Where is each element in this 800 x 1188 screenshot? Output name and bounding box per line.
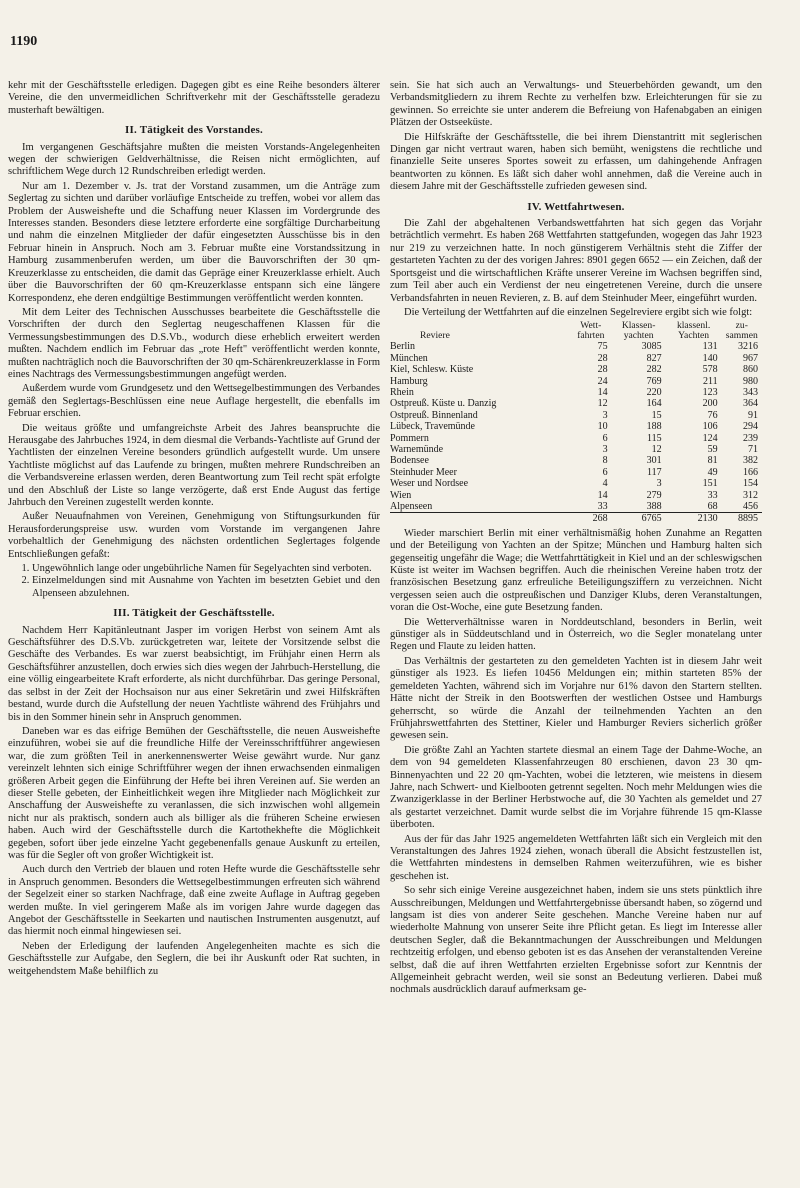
table-cell-region: Wien	[390, 489, 412, 501]
paragraph: Wieder marschiert Berlin mit einer verhältnismäßig hohen Zunahme an Regatten und der Beteiligung von Yachten an der Spitze; München und Hamburg halten sich gegenseitig ungefähr die Wage; die Wettfahrttätigkeit in Kiel und an der schleswigschen Küste ist weiter im Wachsen begriffen. Auch die rheinischen Vereine haben trotz der französischen Besetzung ganz erfreuliche Beteiligungsziffern zu verzeichnen. Nicht vergessen seien auch die ostpreußischen und Danziger Klubs, deren Veranstaltungen, voran die Ost-Woche, eine gute Besetzung fanden.	[390, 527, 762, 614]
table-row	[390, 433, 762, 444]
paragraph: Mit dem Leiter des Technischen Ausschusses bearbeitete die Geschäftsstelle die Vorschriften der durch den Seglertag neugeschaffenen Klassen für die Vermessungsbestimmungen des D.S.Vb., wodurch diese erheblich erweitert werden mußten. Nachdem endlich im Februar das „rote Heft" veröffentlicht werden konnte, mußten nachträglich noch die Bauvorschriften der 30 qm-Schärenkreuzerklasse in Form eines Nachtrags des Vermessungsbestimmungen angefügt werden.	[8, 306, 380, 380]
table-cell-value: 115	[646, 432, 662, 444]
table-row	[390, 364, 762, 375]
table-cell-region: Bodensee	[390, 455, 429, 467]
table-cell-value: 967	[743, 352, 758, 364]
table-total-row	[390, 513, 762, 525]
table-cell-value: 81	[707, 455, 718, 467]
table-row	[390, 376, 762, 387]
table-row	[390, 353, 762, 364]
list-item: 1. Ungewöhnlich lange oder ungebührliche Namen für Segelyachten sind verboten.	[32, 563, 380, 575]
table-cell-value: 33	[597, 501, 608, 512]
table-cell-value: 6	[602, 432, 608, 444]
paragraph: Die Wetterverhältnisse waren in Norddeutschland, besonders in Berlin, weit günstiger als in Süddeutschland und in Österreich, wo die Segler monatelang unter Regen und Flaute zu leiden hatten.	[390, 616, 762, 653]
column-header: Klassen-yachten	[621, 320, 656, 342]
column-header: Reviere	[420, 330, 450, 342]
table-cell-region: Rhein	[390, 386, 414, 398]
table-row	[390, 501, 762, 513]
table-cell-value: 3	[602, 443, 608, 455]
table-cell-value: 131	[702, 341, 718, 353]
table-cell-value: 166	[743, 466, 758, 478]
table-cell-value: 71	[748, 443, 758, 455]
paragraph: Die weitaus größte und umfangreichste Arbeit des Jahres beanspruchte die Herausgabe des Jahrbuches 1924, in dem diesmal die Verbands-Yachtliste auf Grund der Yachtlisten der einzelnen Vereine besonders gründlich aufgestellt wurde. Um unsere Yachtliste möglichst auf das Laufende zu bringen, mußten mehrere Rundschreiben an die Verbandsvereine erlassen werden, deren Beantwortung zum Teil recht spät erfolgte und den Abschluß der Liste so lange verzögerte, daß erst Ende August das fertige Jahrbuch den Vereinen zugestellt werden konnte.	[8, 422, 380, 508]
section-heading: III. Tätigkeit der Geschäftsstelle.	[113, 607, 275, 620]
paragraph: kehr mit der Geschäftsstelle erledigen. Dagegen gibt es eine Reihe besonders älterer Vereine, die den unvermeidlichen Schriftverkehr mit der Geschäftsstelle geradezu musterhaft bewältigen.	[8, 80, 380, 116]
table-cell-value: 980	[743, 375, 758, 387]
table-cell-value: 14	[597, 489, 608, 501]
table-cell-value: 294	[743, 421, 758, 433]
table-cell-value: 282	[646, 364, 662, 376]
table-cell-value: 364	[743, 398, 758, 410]
section-heading: IV. Wettfahrtwesen.	[527, 200, 625, 213]
table-cell-value: 3	[656, 478, 662, 490]
paragraph: Daneben war es das eifrige Bemühen der Geschäftsstelle, die neuen Ausweishefte einzuführen, wobei sie auf die freundliche Hilfe der Vereinsschriftführer angewiesen war, die zum größten Teil in anerkennenswerter Weise gewährt wurde. Nur ganz vereinzelt lehnten sich einige Schriftführer wegen der ihnen erwachsenden einmaligen größeren Arbeit gegen die Einführung der Hefte bei ihren Vereinen auf. Sie werden an dieser Stelle gebeten, der Einheitlichkeit wegen ihre Mitglieder nach Möglichkeit zur Anschaffung der Ausweishefte zu veranlassen, die sich inzwischen wohl allgemein nicht nur als praktisch, sondern auch als billiger als die früheren Scheine erwiesen haben. Auch wird der Geschäftsstelle durch die Kartothekhefte die Möglichkeit gegeben, sofort über jede einzelne Yacht gegebenenfalls genaue Auskunft zu erteilen, was für die Segler oft von großer Wichtigkeit ist.	[8, 725, 380, 861]
table-cell-value: 154	[743, 478, 758, 490]
table-cell-value: 15	[651, 409, 662, 421]
table-cell-value: 382	[743, 455, 758, 467]
list-item: 2. Einzelmeldungen sind mit Ausnahme von Yachten im besetzten Gebiet und den Alpenseen abzulehnen.	[32, 575, 380, 600]
paragraph: Aus der für das Jahr 1925 angemeldeten Wettfahrten läßt sich ein Vergleich mit den Veranstaltungen des Jahres 1924 ziehen, wonach überall die Absicht festzustellen ist, die Wettfahrten mindestens in demselben Rahmen weiterzuführen, wie es bisher geschehen ist.	[390, 833, 762, 882]
table-cell-region: Ostpreuß. Küste u. Danzig	[390, 398, 497, 410]
table-cell-value: 6	[602, 466, 608, 478]
paragraph: sein. Sie hat sich auch an Verwaltungs- und Steuerbehörden gewandt, um den Verbandsmitgliedern zu ihrem Rechte zu verhelfen bzw. Erleichterungen für sie zu gewinnen. So erreichte sie unter anderem die Befreiung von Hafenabgaben an einigen Plätzen der Ostseeküste.	[390, 80, 762, 129]
table-cell-value: 14	[597, 386, 608, 398]
left-column	[8, 80, 380, 980]
table-cell-value: 10	[597, 421, 608, 433]
table-row	[390, 410, 762, 421]
table-cell-value: 75	[597, 341, 608, 353]
table-cell-region: Hamburg	[390, 375, 428, 387]
table-row	[390, 398, 762, 409]
table-cell-region: Weser und Nordsee	[390, 478, 469, 490]
paragraph: Im vergangenen Geschäftsjahre mußten die meisten Vorstands-Angelegenheiten wegen der schwierigen Geldverhältnisse, die Reisen nicht ermöglichten, auf schriftlichem Wege durch 12 Rundschreiben erledigt werden.	[8, 141, 380, 178]
table-cell-value: 456	[743, 501, 758, 512]
table-cell-region: Warnemünde	[390, 443, 444, 455]
table-cell-value: 388	[646, 501, 662, 512]
table-total-cell: 6765	[612, 513, 666, 525]
table-cell-value: 279	[646, 489, 662, 501]
table-cell-value: 24	[597, 375, 608, 387]
table-cell-value: 124	[702, 432, 718, 444]
table-cell-value: 28	[597, 364, 608, 376]
paragraph: Die Hilfskräfte der Geschäftsstelle, die bei ihrem Dienstantritt mit seglerischen Dingen gar nicht vertraut waren, haben sich bemüht, wenigstens die rechtliche und finanzielle Seite unseres Sportes soweit zu erfassen, um dahingehende Anfragen beantworten zu können. Es läßt sich daher wohl annehmen, daß die Vereine auch in diesem Jahre mit der Geschäftsstelle zufrieden gewesen sind.	[390, 131, 762, 193]
table-cell-value: 3	[602, 409, 608, 421]
paragraph: Die Zahl der abgehaltenen Verbandswettfahrten hat sich gegen das Vorjahr beträchtlich vermehrt. Es haben 268 Wettfahrten stattgefunden, wogegen das Jahr 1923 nur 219 zu verzeichnen hatte. In noch günstigerem Verhältnis steht die Ziffer der gestarteten Yachten zu der des vorigen Jahres: 8901 gegen 6652 — ein Zeichen, daß der Sportsgeist und die wirtschaftlichen Kräfte unserer Vereine im Wachsen begriffen sind, zum Teil aber auch ein Verdienst der neu eingetretenen Vereine, durch die unsere Verbandsfahrten in neuen Revieren, z. B. auf dem Steinhuder Meer, eingeführt wurden.	[390, 218, 762, 304]
paragraph: Die größte Zahl an Yachten startete diesmal an einem Tage der Dahme-Woche, an dem von 94 gemeldeten Klassenfahrzeugen 80 erschienen, davon 23 30 qm-Binnenyachten und 22 20 qm-Yachten, wobei die letzteren, wie meistens in diesem Jahre, nach Schwert- und Kielbooten getrennt segelten. Noch mehr Meldungen wies die Zwanzigerklasse in der Berliner Herbstwoche auf, die 30 Yachten als gemeldet und 27 als gestartet verzeichnet. Damit wurde selbst die im Vorjahre führende 15 qm-Klasse überboten.	[390, 744, 762, 831]
table-cell-value: 769	[646, 375, 662, 387]
table-total-cell: 268	[570, 513, 612, 525]
table-cell-value: 301	[646, 455, 662, 467]
table-cell-region: Ostpreuß. Binnenland	[390, 409, 478, 421]
resolutions-list	[8, 563, 380, 600]
table-cell-value: 117	[646, 466, 662, 478]
regatta-distribution-table	[390, 321, 762, 525]
table-row	[390, 455, 762, 466]
paragraph: Nachdem Herr Kapitänleutnant Jasper im vorigen Herbst von seinem Amt als Geschäftsführer des D.S.Vb. zurückgetreten war, leitete der Vorsitzende selbst die Geschäfte des Verbandes. Es war zuerst beabsichtigt, im Frühjahr einen Herrn als Geschäftsführer anzustellen, doch erwies sich dies wegen der Jahrbuch-Herstellung, die eine völlig eingearbeitete Kraft erforderte, als nicht durchführbar. Das geringe Personal, das selbst in der Zeit der Hochsaison nur aus einer Sekretärin und zwei Hilfskräften bestand, wurde durch die Aufstellung der neuen Yachtliste während des Frühjahrs und bis in den Sommer hinein sehr in Anspruch genommen.	[8, 624, 380, 723]
table-total-cell: 8895	[722, 513, 762, 525]
table-cell-value: 4	[602, 478, 608, 490]
table-cell-value: 151	[702, 478, 718, 490]
table-cell-value: 211	[702, 375, 718, 387]
table-total-cell: 2130	[666, 513, 722, 525]
paragraph: Außerdem wurde vom Grundgesetz und den Wettsegelbestimmungen des Verbandes gemäß den Seglertags-Beschlüssen eine neue Auflage hergestellt, die ebenfalls im Februar erschien.	[8, 383, 380, 420]
paragraph: Das Verhältnis der gestarteten zu den gemeldeten Yachten ist in diesem Jahr weit günstiger als 1923. Es liefen 10456 Meldungen ein; mithin starteten 85% der gemeldeten Yachten, während sich im Vorjahre nur 61% davon den Startern stellten. Hätte nicht der Streik in den Bootswerften der westlichen Ostsee und Hamburgs geherrscht, so würde die Anzahl der teilnehmenden Yachten an den Frühjahrswettfahrten des Stettiner, Kieler und Hamburger Reviers sicherlich größer gewesen sein.	[390, 655, 762, 742]
table-cell-value: 3216	[738, 341, 758, 353]
table-cell-value: 239	[743, 432, 758, 444]
table-cell-value: 49	[707, 466, 718, 478]
table-cell-value: 68	[707, 501, 718, 512]
page-number: 1190	[10, 34, 38, 49]
table-cell-value: 91	[748, 409, 758, 421]
table-row	[390, 478, 762, 489]
paragraph: Außer Neuaufnahmen von Vereinen, Genehmigung von Stiftungsurkunden für Herausforderungspreise usw. wurden vom Vorstande im vergangenen Jahre vorbehaltlich der Genehmigung des nächsten ordentlichen Seglertages folgende Entschließungen gefaßt:	[8, 511, 380, 560]
table-cell-value: 28	[597, 352, 608, 364]
paragraph: Die Verteilung der Wettfahrten auf die einzelnen Segelreviere ergibt sich wie folgt:	[404, 306, 753, 318]
table-cell-region: Alpenseen	[390, 501, 433, 512]
table-cell-value: 312	[743, 489, 758, 501]
table-row	[390, 467, 762, 478]
table-cell-value: 12	[597, 398, 608, 410]
column-header: Wett-fahrten	[577, 320, 605, 342]
table-cell-value: 200	[702, 398, 718, 410]
table-cell-value: 188	[646, 421, 662, 433]
table-cell-region: Kiel, Schlesw. Küste	[390, 364, 474, 376]
table-cell-value: 12	[651, 443, 662, 455]
table-row	[390, 341, 762, 352]
table-cell-empty	[390, 513, 570, 525]
table-cell-value: 220	[646, 386, 662, 398]
table-cell-value: 140	[702, 352, 718, 364]
table-cell-value: 33	[707, 489, 718, 501]
table-cell-value: 106	[702, 421, 718, 433]
section-heading: II. Tätigkeit des Vorstandes.	[125, 124, 263, 137]
paragraph: Auch durch den Vertrieb der blauen und roten Hefte wurde die Geschäftsstelle sehr in Anspruch genommen. Besonders die Wettsegelbestimmungen erfreuten sich während der Segelzeit einer so starken Nachfrage, daß eine zweite Auflage in Auftrag gegeben werden mußte. In viel geringerem Maße als im vorigen Jahre wurde dagegen das Angebot der Geschäftsstelle in Seekarten und nautischen Instrumenten ausgenutzt, auf das hiermit noch einmal hingewiesen sei.	[8, 864, 380, 938]
table-cell-region: Steinhuder Meer	[390, 466, 457, 478]
table-row	[390, 387, 762, 398]
table-cell-region: München	[390, 352, 428, 364]
table-cell-value: 578	[702, 364, 718, 376]
table-row	[390, 490, 762, 501]
table-cell-value: 827	[646, 352, 662, 364]
table-cell-region: Pommern	[390, 432, 429, 444]
paragraph: Neben der Erledigung der laufenden Angelegenheiten machte es sich die Geschäftsstelle zur Aufgabe, den Seglern, die bei ihr Auskunft oder Rat suchten, in weitgehendstem Maße behilflich zu	[8, 940, 380, 977]
paragraph: Nur am 1. Dezember v. Js. trat der Vorstand zusammen, um die Anträge zum Seglertag zu sichten und darüber vorläufige Entscheide zu treffen, wobei vor allem das Problem der Ausweishefte und die Schaffung neuer Klassen im Vordergrunde des Interesses standen. Besonders diese letztere erforderte eine sorgfältige Durcharbeitung und nahm die einzelnen Mitglieder der dafür eingesetzten Ausschüsse bis in den Februar hinein in Anspruch. Noch am 3. Februar mußte eine Vorstandssitzung in Hamburg zusammenberufen werden, um über die Bauvorschriften der 30 qm-Kreuzerklasse zu entscheiden, die damit das Gepräge einer Kreuzerklasse erhielt. Auch über die Bauvorschriften der 60 qm-Kreuzerklasse entspann sich eine längere Korrespondenz, ehe deren endgültige Bestimmungen veröffentlicht werden konnten.	[8, 180, 380, 304]
table-cell-value: 8	[602, 455, 608, 467]
table-cell-value: 59	[707, 443, 718, 455]
table-cell-region: Lübeck, Travemünde	[390, 421, 475, 433]
table-cell-value: 164	[646, 398, 662, 410]
table-cell-value: 123	[702, 386, 718, 398]
table-cell-region: Berlin	[390, 341, 415, 353]
table-row	[390, 421, 762, 432]
column-header: zu-sammen	[725, 320, 758, 342]
right-column	[390, 80, 762, 999]
table-cell-value: 76	[707, 409, 718, 421]
table-cell-value: 860	[743, 364, 758, 376]
paragraph: So sehr sich einige Vereine ausgezeichnet haben, indem sie uns stets pünktlich ihre Ausschreibungen, Meldungen und Wettfahrtergebnisse übersandt haben, so zögernd und langsam ist dies von anderer Seite geschehen. Manche Vereine haben nur auf wiederholte Mahnung von unserer Seite ihre Pflicht getan. Es liegt im Interesse aller deutschen Segler, daß die Bekanntmachungen der Ausschreibungen und Meldungen rechtzeitig erfolgen, und ebenso geboten ist es das Ansehen der veranstaltenden Vereine selbst, daß die auf ihren Wettfahrten erzielten Ergebnisse sofort zur Kenntnis der Allgemeinheit gebracht werden, weil sie sonst an Bedeutung verlieren. Dabei muß nochmals ausdrücklich darauf aufmerksam ge-	[390, 885, 762, 996]
table-cell-value: 343	[743, 386, 758, 398]
table-cell-value: 3085	[641, 341, 662, 353]
table-row	[390, 444, 762, 455]
column-header: klassenl. Yachten	[676, 320, 711, 342]
